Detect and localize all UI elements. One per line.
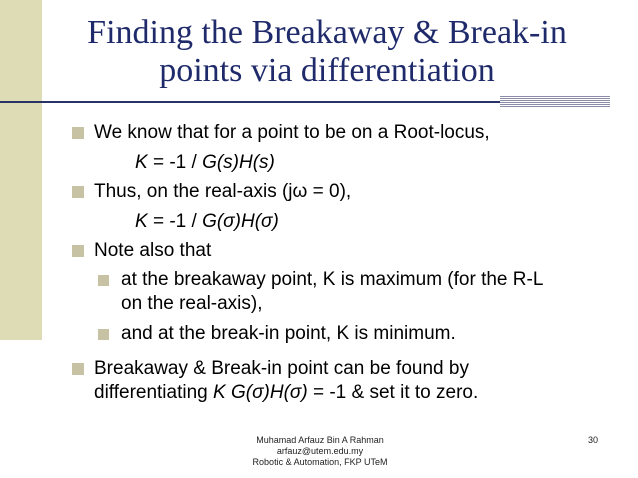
bullet-differentiation-line-1: Breakaway & Break-in point can be found by <box>94 358 469 379</box>
bullet-real-axis: Thus, on the real-axis (jω = 0), <box>94 181 352 202</box>
bullet-marker-icon <box>72 186 84 198</box>
equation-k-gsigma-hsigma <box>135 210 279 234</box>
footer-email: arfauz@utem.edu.my <box>276 446 364 456</box>
sub-bullet-breakaway-line-2: on the real-axis), <box>121 293 263 314</box>
footer-author: Muhamad Arfauz Bin A Rahman <box>256 435 384 445</box>
equation-transfer-function: G(s)H(s) <box>202 152 275 173</box>
equation-operator: = -1 / <box>147 211 203 232</box>
equation-k-symbol: K <box>135 152 148 173</box>
bullet-marker-icon <box>72 127 84 139</box>
sub-bullet-breakaway-line-1: at the breakaway point, K is maximum (for the R-L <box>121 269 544 290</box>
footer-department: Robotic & Automation, FKP UTeM <box>252 457 388 467</box>
bullet-root-locus-condition: We know that for a point to be on a Root-locus, <box>94 122 490 143</box>
text-differentiating: differentiating <box>94 382 214 403</box>
sub-bullet-marker-icon <box>98 275 109 286</box>
bullet-note-also: Note also that <box>94 240 212 261</box>
text-set-to-zero: = -1 & set it to zero. <box>307 382 479 403</box>
slide-page-number: 30 <box>588 435 599 445</box>
bullet-marker-icon <box>72 363 84 375</box>
equation-k-gsigma-hsigma-inline: K G(σ)H(σ) <box>213 382 308 403</box>
equation-transfer-function: G(σ)H(σ) <box>202 211 279 232</box>
equation-operator: = -1 / <box>147 152 203 173</box>
bullet-differentiation-line-2 <box>94 381 478 405</box>
equation-k-gs-hs <box>135 151 275 175</box>
bullet-marker-icon <box>72 245 84 257</box>
sub-bullet-break-in: and at the break-in point, K is minimum. <box>121 323 456 344</box>
equation-k-symbol: K <box>135 211 148 232</box>
slide-title-line-2: points via differentiation <box>159 52 495 89</box>
sub-bullet-marker-icon <box>98 329 109 340</box>
slide-title-line-1: Finding the Breakaway & Break-in <box>87 14 567 51</box>
slide-footer <box>210 435 430 468</box>
